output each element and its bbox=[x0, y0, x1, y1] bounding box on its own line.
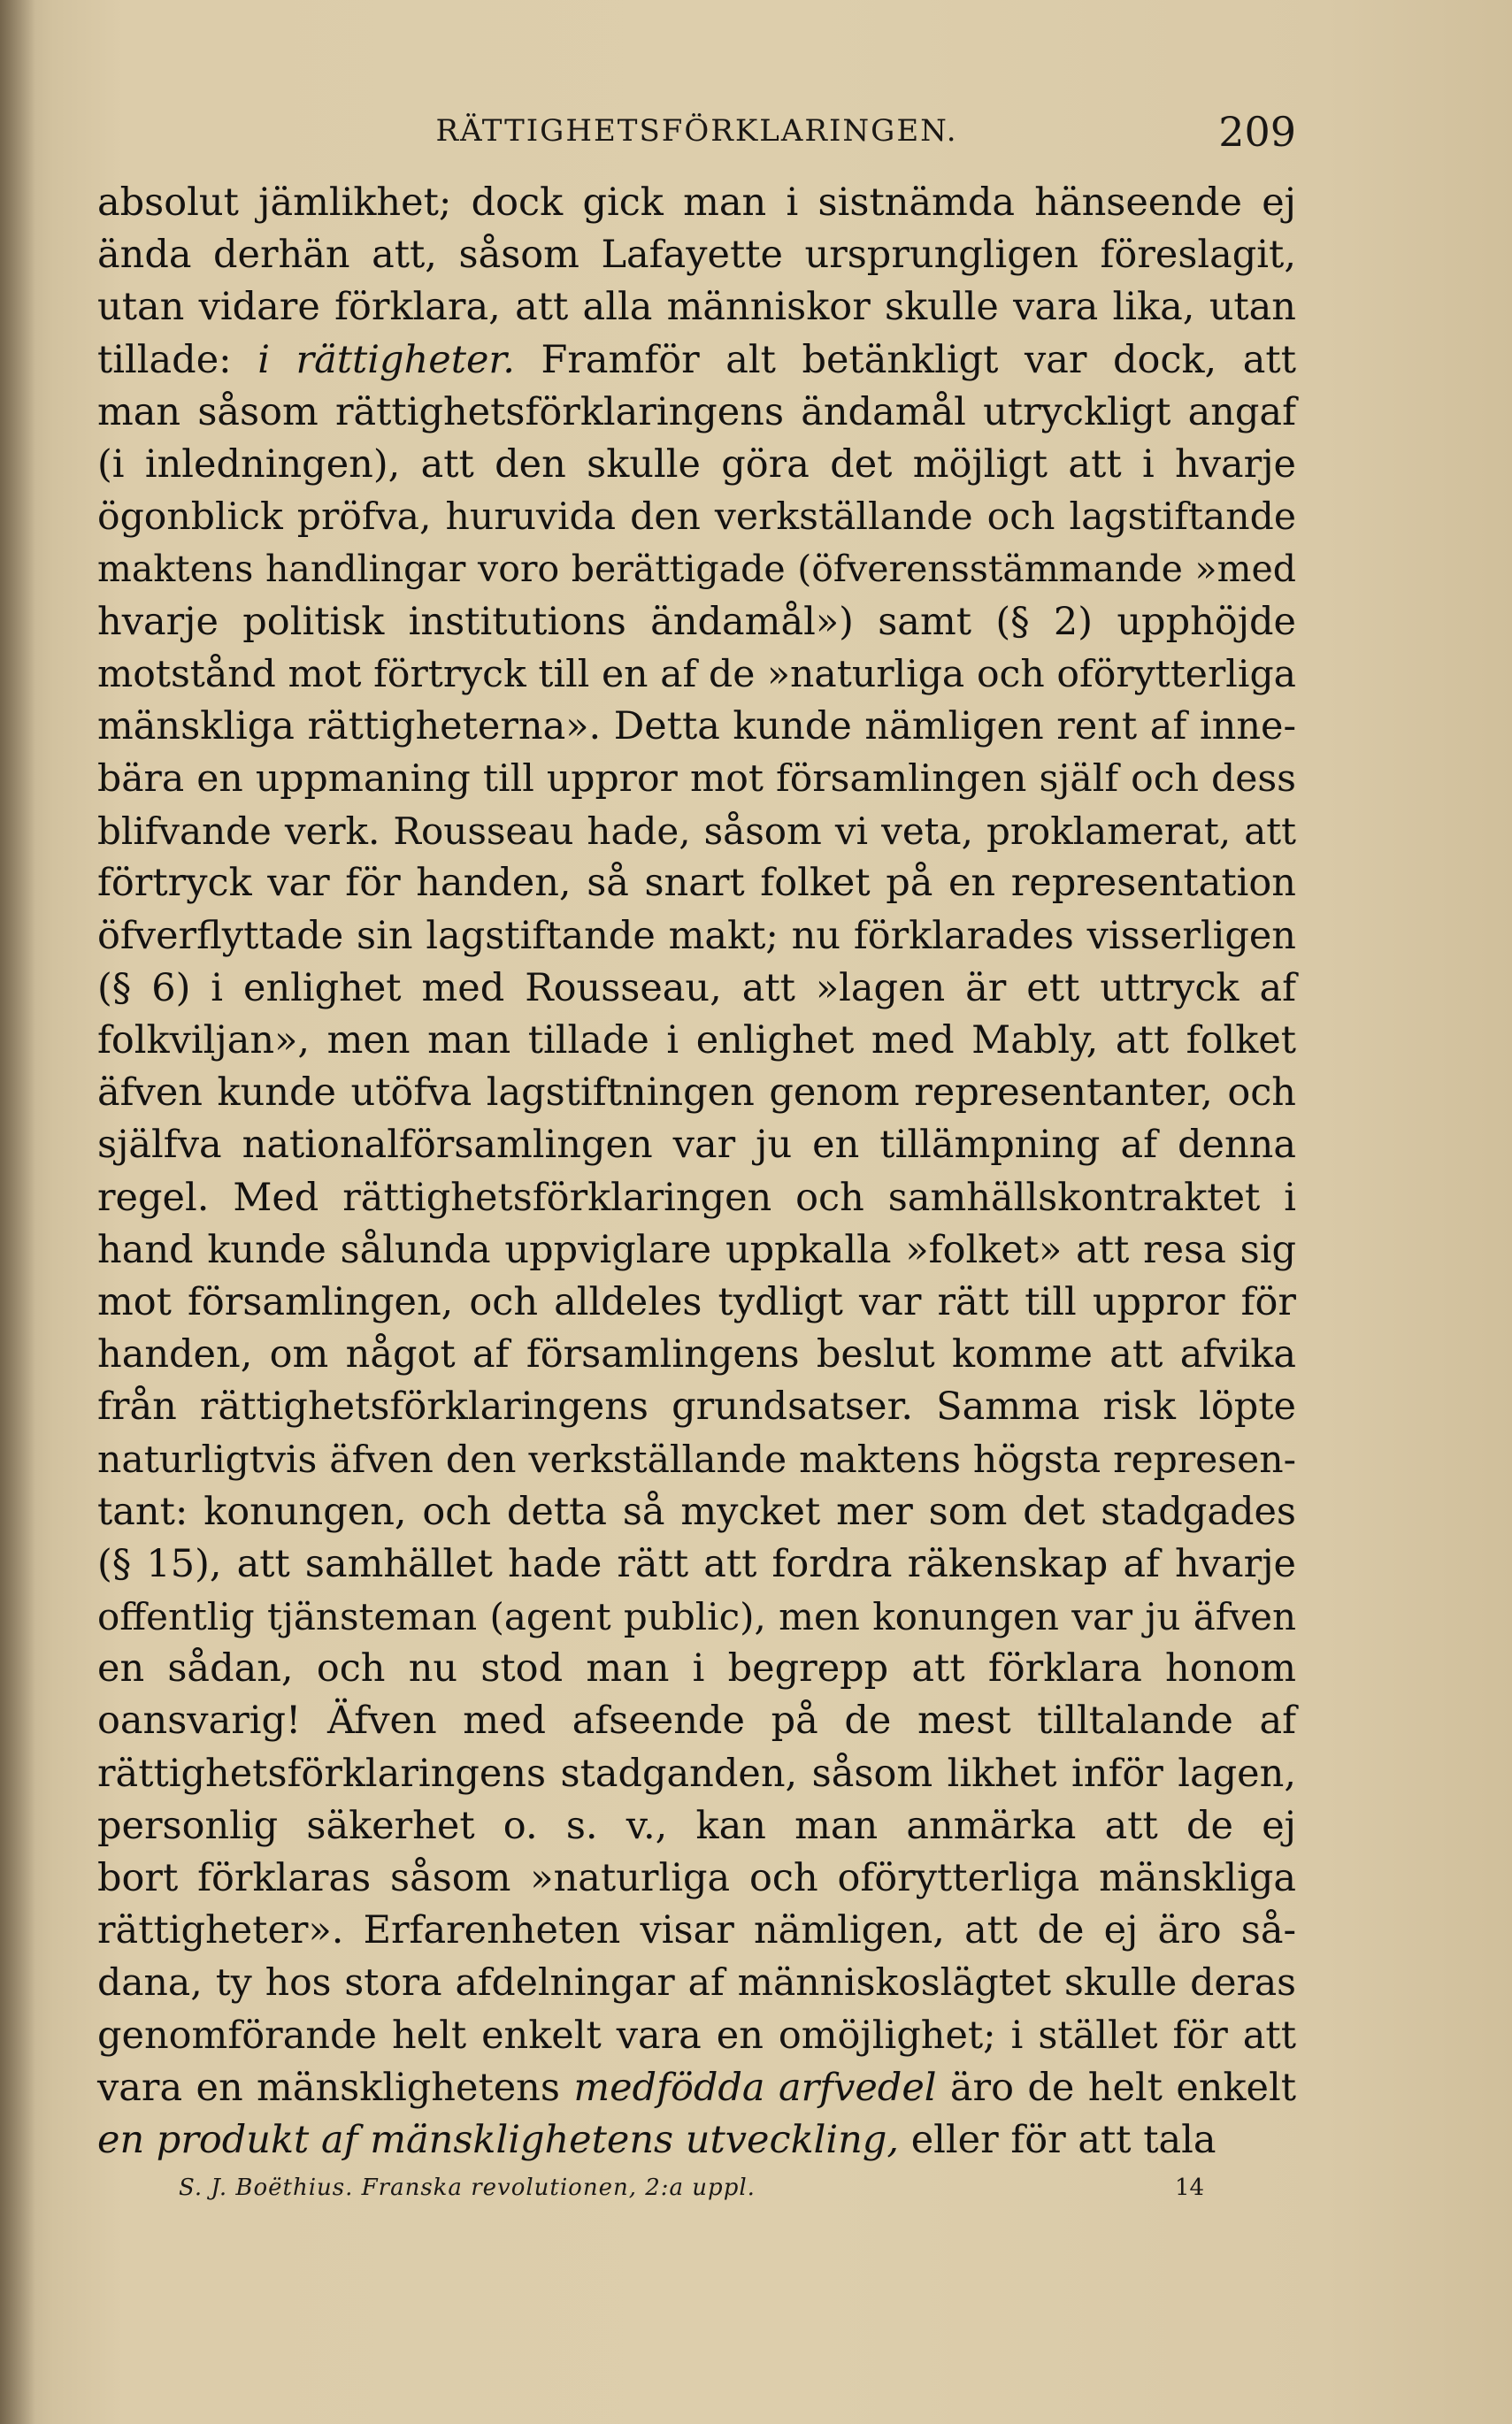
text-segment: maktens handlingar voro berättigade (öfverensstämmande »med bbox=[97, 548, 1296, 591]
text-line bbox=[97, 1695, 1296, 1747]
text-line bbox=[97, 1643, 1296, 1695]
body-text bbox=[97, 177, 1296, 2167]
page-number: 209 bbox=[1218, 108, 1296, 156]
printer-signature: S. J. Boëthius. Franska revolutionen, 2:a uppl. bbox=[179, 2175, 756, 2201]
text-segment: absolut jämlikhet; dock gick man i sistnämda hänseende ej bbox=[97, 180, 1296, 225]
text-segment: dana, ty hos stora afdelningar af människoslägtet skulle deras bbox=[97, 1961, 1296, 2006]
text-line bbox=[97, 963, 1296, 1015]
text-line bbox=[97, 805, 1296, 857]
text-line bbox=[97, 857, 1296, 909]
text-segment: handen, om något af församlingens beslut komme att afvika bbox=[97, 1332, 1296, 1377]
text-line bbox=[97, 1067, 1296, 1119]
text-segment: äfven kunde utöfva lagstiftningen genom representanter, och bbox=[97, 1070, 1296, 1116]
text-line bbox=[97, 543, 1296, 595]
text-line bbox=[97, 281, 1296, 334]
text-segment: äro de helt enkelt bbox=[936, 2065, 1296, 2110]
text-line bbox=[97, 177, 1296, 229]
text-segment: själfva nationalförsamlingen var ju en tillämpning af denna bbox=[97, 1123, 1296, 1168]
text-segment: förtryck var för handen, så snart folket på en representation bbox=[97, 861, 1296, 906]
text-line bbox=[97, 701, 1296, 753]
text-line bbox=[97, 648, 1296, 701]
text-line bbox=[97, 229, 1296, 281]
text-line bbox=[97, 2010, 1296, 2062]
page-footer bbox=[97, 2175, 1296, 2213]
text-segment: tant: konungen, och detta så mycket mer som det stadgades bbox=[97, 1489, 1296, 1534]
text-line bbox=[97, 439, 1296, 491]
text-segment: en sådan, och nu stod man i begrepp att förklara honom bbox=[97, 1646, 1296, 1691]
text-segment: rättighetsförklaringens stadganden, såsom likhet inför lagen, bbox=[97, 1751, 1296, 1796]
text-line bbox=[97, 1434, 1296, 1486]
text-segment: mot församlingen, och alldeles tydligt var rätt till uppror för bbox=[97, 1279, 1296, 1324]
text-line bbox=[97, 1015, 1296, 1067]
text-line bbox=[97, 387, 1296, 439]
text-line bbox=[97, 491, 1296, 543]
italic-segment: i rättigheter. bbox=[257, 337, 515, 382]
italic-segment: medfödda arfvedel bbox=[573, 2065, 937, 2110]
text-segment: (§ 6) i enlighet med Rousseau, att »lagen är ett uttryck af bbox=[97, 965, 1296, 1010]
text-segment: regel. Med rättighetsförklaringen och samhällskontraktet i bbox=[97, 1175, 1296, 1220]
text-segment: utan vidare förklara, att alla människor skulle vara lika, utan bbox=[97, 285, 1296, 330]
text-line bbox=[97, 2062, 1296, 2114]
sheet-number: 14 bbox=[1175, 2175, 1205, 2201]
text-line bbox=[97, 753, 1296, 805]
text-line bbox=[97, 2114, 1296, 2167]
text-segment: vara en mänsklighetens bbox=[97, 2065, 574, 2110]
page-header bbox=[97, 108, 1296, 166]
italic-segment: en produkt af mänsklighetens utveckling, bbox=[97, 2117, 900, 2162]
text-line bbox=[97, 1277, 1296, 1329]
text-line bbox=[97, 1591, 1296, 1643]
text-line bbox=[97, 1905, 1296, 1957]
text-segment: mänskliga rättigheterna». Detta kunde nämligen rent af inne- bbox=[97, 703, 1296, 748]
text-line bbox=[97, 596, 1296, 648]
text-segment: hvarje politisk institutions ändamål») samt (§ 2) upphöjde bbox=[97, 599, 1296, 644]
text-line bbox=[97, 1853, 1296, 1905]
text-segment: motstånd mot förtryck till en af de »naturliga och oförytterliga bbox=[97, 652, 1296, 696]
text-segment: Framför alt betänkligt var dock, att bbox=[514, 337, 1296, 382]
text-segment: hand kunde sålunda uppviglare uppkalla »folket» att resa sig bbox=[97, 1227, 1296, 1272]
running-head: RÄTTIGHETSFÖRKLARINGEN. bbox=[435, 113, 958, 149]
text-segment: naturligtvis äfven den verkställande maktens högsta represen- bbox=[97, 1438, 1296, 1482]
text-line bbox=[97, 334, 1296, 387]
text-line bbox=[97, 1224, 1296, 1277]
text-line bbox=[97, 1800, 1296, 1853]
text-line bbox=[97, 1538, 1296, 1591]
text-segment: ögonblick pröfva, huruvida den verkställande och lagstiftande bbox=[97, 495, 1296, 540]
text-segment: (§ 15), att samhället hade rätt att fordra räkenskap af hvarje bbox=[97, 1541, 1296, 1586]
text-segment: blifvande verk. Rousseau hade, såsom vi veta, proklamerat, att bbox=[97, 809, 1296, 854]
text-line bbox=[97, 1381, 1296, 1433]
text-segment: ända derhän att, såsom Lafayette ursprungligen föreslagit, bbox=[97, 233, 1296, 278]
text-segment: eller för att tala bbox=[899, 2117, 1217, 2162]
text-segment: från rättighetsförklaringens grundsatser. Samma risk löpte bbox=[97, 1385, 1296, 1430]
text-segment: bära en uppmaning till uppror mot församlingen själf och dess bbox=[97, 757, 1296, 802]
text-line bbox=[97, 1329, 1296, 1381]
text-segment: offentlig tjänsteman (agent public), men konungen var ju äfven bbox=[97, 1595, 1296, 1639]
text-segment: man såsom rättighetsförklaringens ändamål utryckligt angaf bbox=[97, 389, 1296, 434]
text-line bbox=[97, 1748, 1296, 1800]
text-line bbox=[97, 1486, 1296, 1538]
text-line bbox=[97, 1119, 1296, 1171]
text-segment: personlig säkerhet o. s. v., kan man anmärka att de ej bbox=[97, 1803, 1296, 1848]
text-line bbox=[97, 1957, 1296, 2009]
text-segment: bort förklaras såsom »naturliga och oförytterliga mänskliga bbox=[97, 1856, 1296, 1900]
text-segment: öfverflyttade sin lagstiftande makt; nu förklarades visserligen bbox=[97, 913, 1296, 958]
text-segment: tillade: bbox=[97, 337, 258, 382]
text-segment: oansvarig! Äfven med afseende på de mest tilltalande af bbox=[97, 1699, 1296, 1744]
text-line bbox=[97, 910, 1296, 963]
text-segment: genomförande helt enkelt vara en omöjlighet; i stället för att bbox=[97, 2013, 1296, 2058]
text-segment: (i inledningen), att den skulle göra det möjligt att i hvarje bbox=[97, 441, 1296, 487]
text-line bbox=[97, 1172, 1296, 1224]
text-segment: folkviljan», men man tillade i enlighet med Mably, att folket bbox=[97, 1018, 1296, 1062]
text-segment: rättigheter». Erfarenheten visar nämligen, att de ej äro så- bbox=[97, 1908, 1296, 1953]
